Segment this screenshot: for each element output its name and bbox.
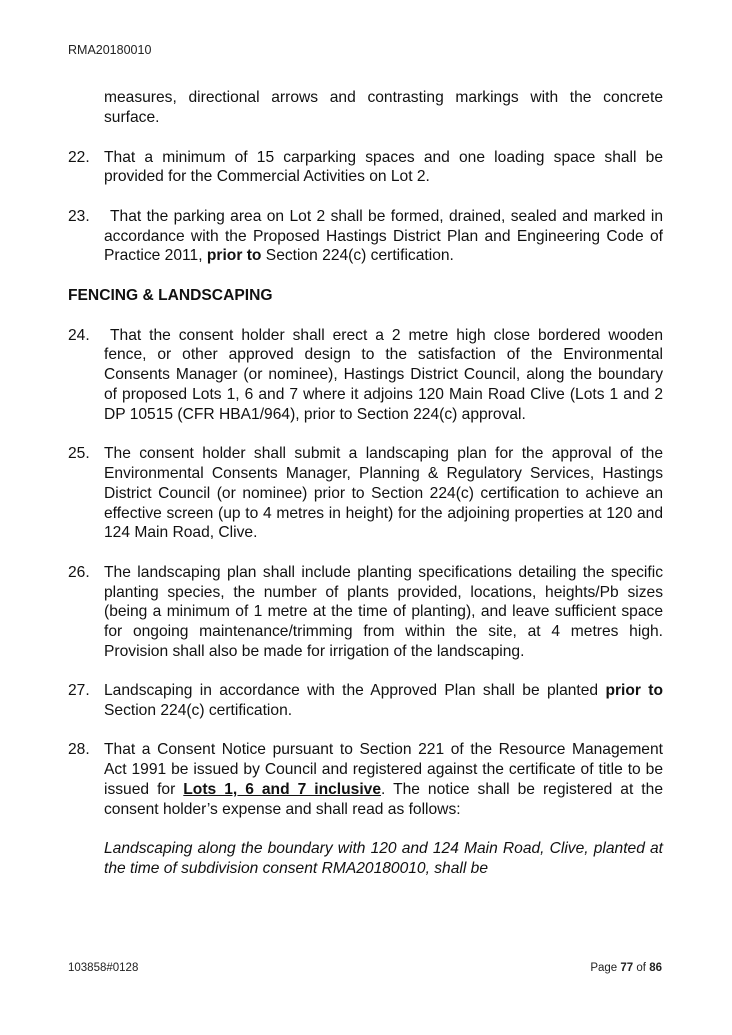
consent-notice-quote: Landscaping along the boundary with 120 and 124 Main Road, Clive, planted at the time of subdivision consent RMA20180010, shall be — [104, 840, 663, 878]
condition-text-end: Section 224(c) certification. — [104, 702, 293, 720]
condition-text: Landscaping in accordance with the Approved Plan shall be planted — [104, 682, 599, 700]
condition-26 — [68, 563, 663, 662]
condition-number: 27. — [68, 682, 90, 700]
condition-text: That the parking area on Lot 2 shall be formed, drained, sealed and marked in accordance with the Proposed Hastings District Plan and Engineering Code of Practice 2011, — [104, 207, 663, 265]
page-label: Page — [590, 962, 618, 974]
condition-number: 23. — [68, 207, 90, 225]
condition-text: The landscaping plan shall include planting specifications detailing the specific planting species, the number of plants provided, locations, heights/Pb sizes (being a minimum of 1 metre at the time of planting), and leave sufficient space for ongoing maintenance/trimming from within the site, at 4 metres high. Provision shall also be made for irrigation of the landscaping. — [104, 563, 663, 660]
condition-number: 22. — [68, 148, 90, 166]
document-reference: RMA20180010 — [68, 43, 152, 57]
footer-file-reference: 103858#0128 — [68, 962, 139, 974]
condition-text: That a Consent Notice pursuant to Section 221 of the Resource Management Act 1991 be issued by Council and registered against the certificate of title to be issued for — [104, 741, 663, 799]
page-current: 77 — [620, 962, 634, 974]
condition-number: 28. — [68, 741, 90, 759]
section-heading: FENCING & LANDSCAPING — [68, 286, 273, 304]
condition-22 — [68, 148, 663, 188]
page-body — [68, 88, 663, 879]
footer-page-number — [590, 962, 662, 974]
condition-25 — [68, 444, 663, 543]
condition-24 — [68, 326, 663, 425]
condition-23 — [68, 207, 663, 266]
condition-text: That a minimum of 15 carparking spaces and one loading space shall be provided for the Commercial Activities on Lot 2. — [104, 148, 663, 186]
continuation-paragraph: measures, directional arrows and contrasting markings with the concrete surface. — [104, 89, 663, 126]
page-total: 86 — [649, 962, 662, 974]
emphasis-bold-underline: Lots 1, 6 and 7 inclusive — [183, 781, 382, 799]
condition-27 — [68, 681, 663, 721]
condition-number: 24. — [68, 326, 90, 344]
condition-text: That the consent holder shall erect a 2 metre high close bordered wooden fence, or other approved design to the satisfaction of the Environmental Consents Manager (or nominee), Hastings District Council, along the boundary of proposed Lots 1, 6 and 7 where it adjoins 120 Main Road Clive (Lots 1 and 2 DP 10515 (CFR HBA1/964), prior to Section 224(c) approval. — [104, 326, 663, 423]
condition-text: The consent holder shall submit a landscaping plan for the approval of the Environmental Consents Manager, Planning & Regulatory Services, Hastings District Council (or nominee) prior to Section 224(c) certification to achieve an effective screen (up to 4 metres in height) for the adjoining properties at 120 and 124 Main Road, Clive. — [104, 445, 663, 542]
condition-text-end: Section 224(c) certification. — [265, 247, 454, 265]
emphasis-bold: prior to — [206, 247, 262, 265]
condition-number: 25. — [68, 445, 90, 463]
condition-28 — [68, 740, 663, 819]
condition-text-end: . The notice shall be registered at the consent holder’s expense and shall read as follows: — [104, 781, 663, 818]
of-label: of — [636, 962, 646, 974]
condition-number: 26. — [68, 563, 90, 581]
emphasis-bold: prior to — [605, 682, 663, 700]
